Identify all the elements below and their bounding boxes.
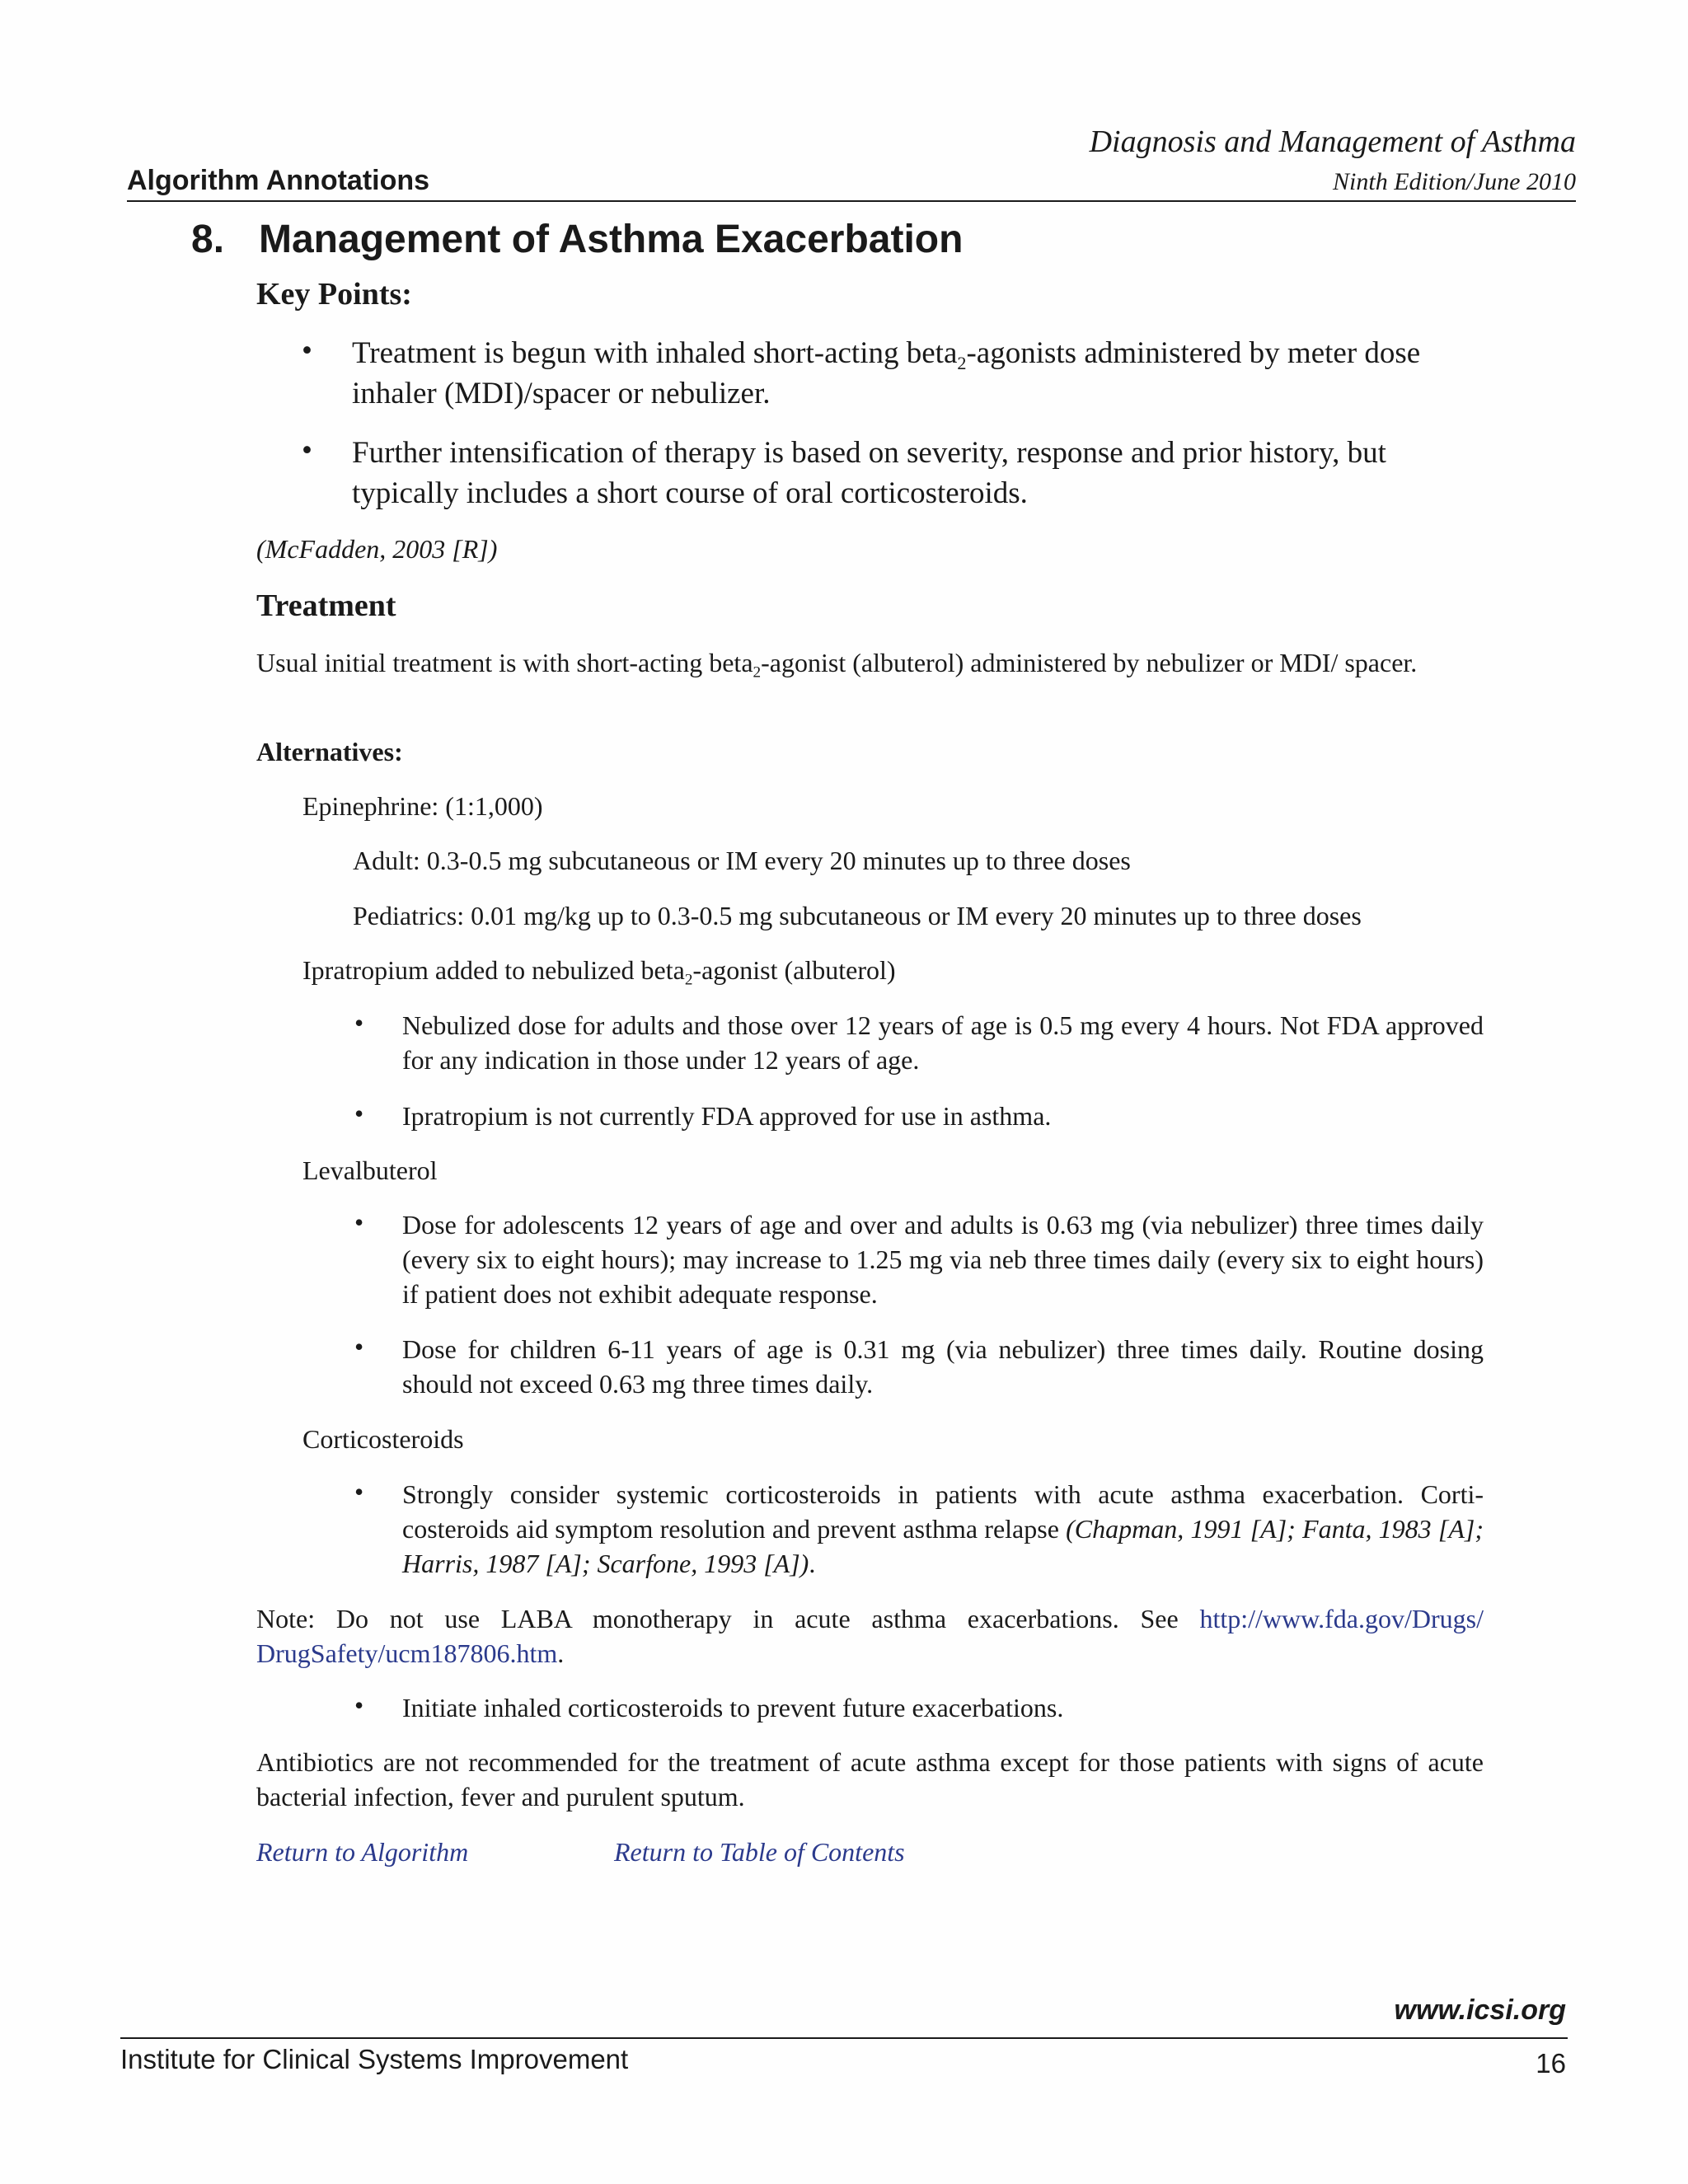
bullet-icon: •	[302, 434, 312, 467]
return-to-toc-link[interactable]: Return to Table of Contents	[614, 1837, 905, 1867]
return-to-algorithm-link[interactable]: Return to Algorithm	[256, 1837, 469, 1867]
section-label: Algorithm Annotations	[127, 165, 430, 196]
bullet-icon: •	[302, 334, 312, 368]
footer-url: www.icsi.org	[1394, 1994, 1566, 2026]
section-heading	[191, 217, 963, 262]
bullet-icon: •	[354, 1332, 364, 1361]
bullet-icon: •	[354, 1690, 364, 1720]
document-title: Diagnosis and Management of Asthma	[1089, 124, 1576, 159]
ipratropium-label: Ipratropium added to nebulized beta$_2$-agonist (albuterol)	[302, 955, 896, 989]
fda-link[interactable]: http://www.fda.gov/Drugs/ DrugSafety/ucm187806.htm	[256, 1604, 1484, 1668]
edition-label: Ninth Edition/June 2010	[1333, 168, 1576, 195]
levalbuterol-label: Levalbuterol	[302, 1155, 438, 1185]
section-title: Management of Asthma Exacerbation	[259, 218, 964, 261]
key-points-citation: (McFadden, 2003 [R])	[256, 534, 498, 564]
epinephrine-adult-dose: Adult: 0.3-0.5 mg subcutaneous or IM every 20 minutes up to three doses	[353, 846, 1131, 875]
header-rule	[127, 200, 1576, 202]
bullet-icon: •	[354, 1207, 364, 1237]
bullet-icon: •	[354, 1008, 364, 1038]
key-point-2: Further intensification of therapy is based on severity, response and prior history, but typically includes a short course of oral corticosteroids.	[352, 436, 1386, 510]
footer-organization: Institute for Clinical Systems Improvement	[120, 2044, 629, 2074]
epinephrine-label: Epinephrine: (1:1,000)	[302, 791, 543, 821]
alternatives-heading: Alternatives:	[256, 737, 403, 766]
section-number: 8.	[191, 218, 225, 261]
inhaled-corticosteroids-bullet: Initiate inhaled corticosteroids to prevent future exacerbations.	[402, 1693, 1064, 1722]
ipratropium-bullet-2: Ipratropium is not currently FDA approved for use in asthma.	[402, 1101, 1052, 1131]
epinephrine-pediatric-dose: Pediatrics: 0.01 mg/kg up to 0.3-0.5 mg subcutaneous or IM every 20 minutes up to three doses	[353, 901, 1362, 930]
corticosteroids-label: Corticosteroids	[302, 1424, 464, 1454]
levalbuterol-bullet-1: Dose for adolescents 12 years of age and over and adults is 0.63 mg (via nebulizer) three times daily (every six to eight hours); may increase to 1.25 mg via neb three times daily (every six to eight hours) if patient does not exhibit adequate response.	[402, 1210, 1484, 1309]
corticosteroids-bullet-1: Strongly consider systemic corticosteroids in patients with acute asthma exacerbation. Corti- costeroids aid symptom resolution and prevent asthma relapse (Chapman, 1991 [A]; Fanta, 1983 [A]; Harris, 1987 [A]; Scarfone, 1993 [A]).	[402, 1479, 1484, 1578]
page-number: 16	[1536, 2048, 1566, 2079]
levalbuterol-bullet-2: Dose for children 6-11 years of age is 0.31 mg (via nebulizer) three times daily. Routine dosing should not exceed 0.63 mg three times daily.	[402, 1334, 1484, 1399]
usual-treatment-text: Usual initial treatment is with short-acting beta$_2$-agonist (albuterol) administered by nebulizer or MDI/ spacer.	[256, 648, 1418, 682]
footer-rule	[120, 2037, 1568, 2039]
laba-note: Note: Do not use LABA monotherapy in acute asthma exacerbations. See http://www.fda.gov/Drugs/ DrugSafety/ucm187806.htm.	[256, 1604, 1484, 1668]
ipratropium-bullet-1: Nebulized dose for adults and those over 12 years of age is 0.5 mg every 4 hours. Not FDA approved for any indication in those under 12 years of age.	[402, 1010, 1484, 1075]
key-point-1: Treatment is begun with inhaled short-acting beta$_2$-agonists administered by meter dose inhaler (MDI)/spacer or nebulizer.	[352, 336, 1421, 410]
bullet-icon: •	[354, 1099, 364, 1128]
bullet-icon: •	[354, 1477, 364, 1507]
key-points-heading: Key Points:	[256, 277, 412, 312]
antibiotics-text: Antibiotics are not recommended for the treatment of acute asthma except for those patients with signs of acute bacterial infection, fever and purulent sputum.	[256, 1747, 1484, 1811]
treatment-heading: Treatment	[256, 588, 396, 623]
